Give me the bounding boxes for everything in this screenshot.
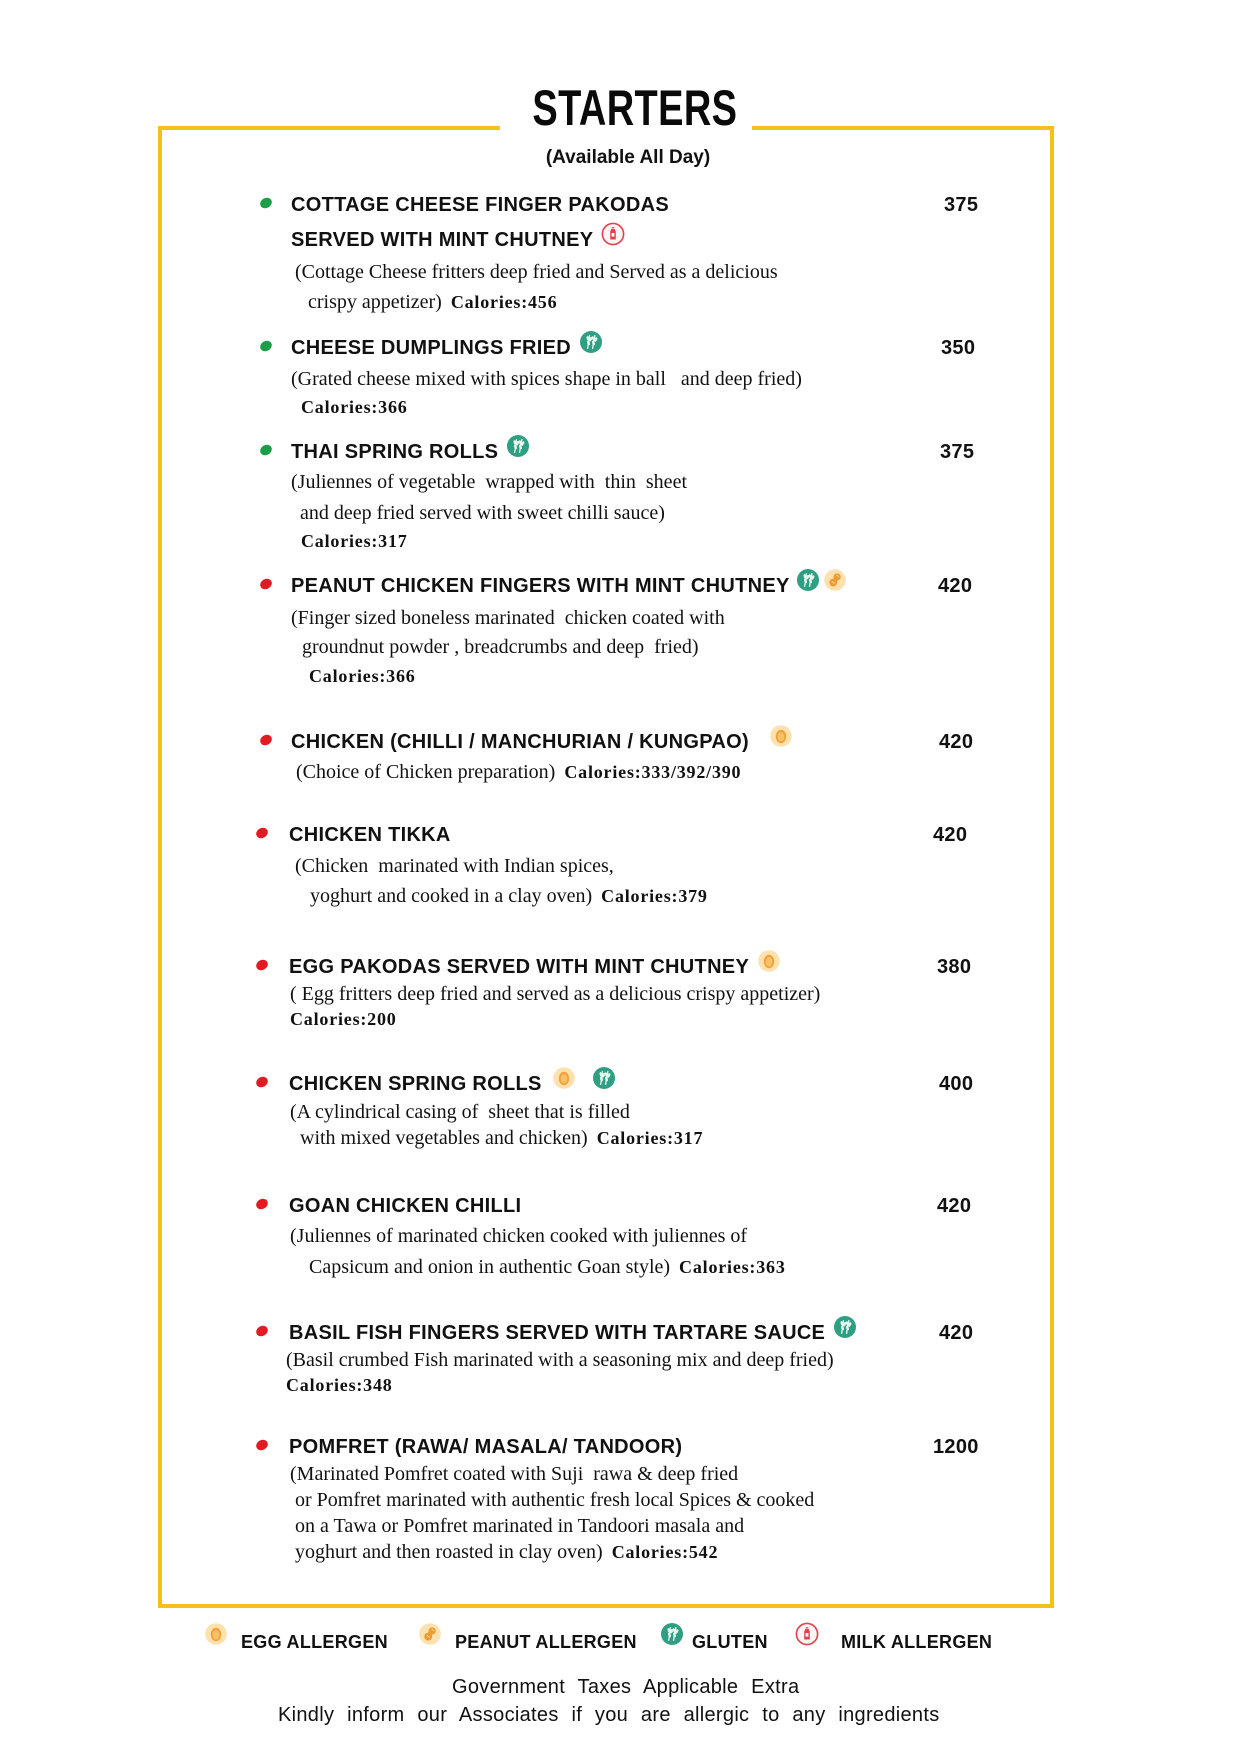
item-description-line xyxy=(290,1100,630,1124)
menu-item xyxy=(0,955,1240,1029)
item-description-line xyxy=(309,1255,786,1279)
description-text: (Cottage Cheese fritters deep fried and Served as a delicious xyxy=(295,261,778,283)
item-name-text: BASIL FISH FINGERS SERVED WITH TARTARE SAUCE xyxy=(289,1322,826,1344)
description-text: (Grated cheese mixed with spices shape in ball and deep fried) xyxy=(291,368,802,390)
item-price: 420 xyxy=(938,575,973,597)
item-price: 420 xyxy=(933,824,968,846)
item-name-text: CHICKEN (CHILLI / MANCHURIAN / KUNGPAO) xyxy=(291,731,749,753)
item-name xyxy=(291,574,847,598)
item-name-text: COTTAGE CHEESE FINGER PAKODAS xyxy=(291,194,669,216)
milk-allergen-icon xyxy=(795,1622,819,1646)
item-calories: Calories:363 xyxy=(679,1257,786,1277)
item-description-line xyxy=(309,664,416,688)
gluten-icon xyxy=(579,330,603,354)
item-name xyxy=(289,823,451,847)
description-text: (Marinated Pomfret coated with Suji rawa & deep fried xyxy=(290,1463,739,1485)
description-text: (A cylindrical casing of sheet that is filled xyxy=(290,1101,630,1123)
availability-subtitle: (Available All Day) xyxy=(545,147,711,168)
item-calories: Calories:348 xyxy=(286,1375,393,1395)
description-text: (Finger sized boneless marinated chicken coated with xyxy=(291,607,725,629)
item-description-line xyxy=(290,1007,397,1031)
item-description-line xyxy=(291,606,725,630)
item-price: 400 xyxy=(939,1073,974,1095)
item-name-line2 xyxy=(291,228,625,252)
item-name xyxy=(291,730,793,754)
item-name xyxy=(289,955,781,979)
menu-item xyxy=(0,193,1240,313)
menu-item xyxy=(0,1321,1240,1395)
description-text: (Juliennes of marinated chicken cooked with juliennes of xyxy=(290,1225,748,1247)
item-name-text: EGG PAKODAS SERVED WITH MINT CHUTNEY xyxy=(289,956,750,978)
item-description-line xyxy=(290,1462,738,1486)
menu-item xyxy=(0,1194,1240,1278)
legend-label: EGG ALLERGEN xyxy=(241,1632,388,1652)
item-description-line xyxy=(300,1126,703,1150)
item-calories: Calories:333/392/390 xyxy=(564,762,742,782)
item-name xyxy=(291,440,530,464)
item-description-line xyxy=(296,760,741,784)
item-price: 375 xyxy=(940,441,975,463)
gluten-icon xyxy=(833,1315,857,1339)
item-name xyxy=(289,1435,682,1459)
menu-item xyxy=(0,440,1240,551)
gluten-icon xyxy=(506,434,530,458)
description-text: (Chicken marinated with Indian spices, xyxy=(295,855,614,877)
item-description-line xyxy=(290,1224,747,1248)
item-calories: Calories:542 xyxy=(611,1542,719,1562)
page-title xyxy=(500,78,752,138)
item-description-line xyxy=(300,501,665,525)
menu-item xyxy=(0,823,1240,907)
description-text: yoghurt and then roasted in clay oven) xyxy=(295,1541,603,1563)
menu-item xyxy=(0,1435,1240,1563)
description-text: and deep fried served with sweet chilli sauce) xyxy=(300,502,665,524)
item-description-line xyxy=(301,529,408,553)
item-description-line xyxy=(295,1514,744,1538)
item-name xyxy=(289,1072,616,1096)
item-price: 380 xyxy=(937,956,972,978)
item-price: 375 xyxy=(944,194,979,216)
item-name-text: THAI SPRING ROLLS xyxy=(291,441,499,463)
item-calories: Calories:366 xyxy=(309,666,416,686)
item-description-line xyxy=(291,367,802,391)
item-description-line xyxy=(302,635,699,659)
item-description-line xyxy=(295,1540,718,1564)
item-name-text: GOAN CHICKEN CHILLI xyxy=(289,1195,522,1217)
item-price: 420 xyxy=(937,1195,972,1217)
description-text: ( Egg fritters deep fried and served as a delicious crispy appetizer) xyxy=(290,983,821,1005)
description-text: (Juliennes of vegetable wrapped with thin sheet xyxy=(291,471,687,493)
item-name xyxy=(291,336,603,360)
taxes-note: Government Taxes Applicable Extra xyxy=(452,1676,800,1698)
menu-item xyxy=(0,1072,1240,1149)
item-description-line xyxy=(286,1373,393,1397)
item-name-text: CHICKEN TIKKA xyxy=(289,824,451,846)
egg-allergen-icon xyxy=(552,1066,576,1090)
milk-allergen-icon xyxy=(601,222,625,246)
allergy-note: Kindly inform our Associates if you are allergic to any ingredients xyxy=(278,1704,940,1726)
item-description-line xyxy=(295,1488,814,1512)
item-description-line xyxy=(301,395,408,419)
description-text: (Basil crumbed Fish marinated with a seasoning mix and deep fried) xyxy=(286,1349,834,1371)
gluten-icon xyxy=(796,568,820,592)
peanut-allergen-icon xyxy=(823,568,847,592)
item-price: 420 xyxy=(939,1322,974,1344)
peanut-allergen-icon xyxy=(418,1622,442,1646)
item-description-line xyxy=(291,470,687,494)
item-calories: Calories:379 xyxy=(601,886,708,906)
item-calories: Calories:317 xyxy=(596,1128,704,1148)
item-calories: Calories:200 xyxy=(290,1009,397,1029)
egg-allergen-icon xyxy=(204,1622,228,1646)
description-text: crispy appetizer) xyxy=(308,291,442,313)
description-text: yoghurt and cooked in a clay oven) xyxy=(310,885,593,907)
description-text: or Pomfret marinated with authentic fresh local Spices & cooked xyxy=(295,1489,815,1511)
item-name-text: CHEESE DUMPLINGS FRIED xyxy=(291,337,571,359)
description-text: Capsicum and onion in authentic Goan style) xyxy=(309,1256,671,1278)
legend-label: GLUTEN xyxy=(692,1632,768,1652)
item-description-line xyxy=(310,884,708,908)
item-description-line xyxy=(295,854,614,878)
egg-allergen-icon xyxy=(769,724,793,748)
item-description-line xyxy=(290,982,820,1006)
item-name-text: CHICKEN SPRING ROLLS xyxy=(289,1073,542,1095)
item-price: 420 xyxy=(939,731,974,753)
gluten-icon xyxy=(660,1622,684,1646)
menu-item xyxy=(0,336,1240,417)
description-text: (Choice of Chicken preparation) xyxy=(296,761,556,783)
item-name-text: SERVED WITH MINT CHUTNEY xyxy=(291,229,594,251)
item-name xyxy=(291,193,669,217)
legend-label: PEANUT ALLERGEN xyxy=(455,1632,637,1652)
item-name xyxy=(289,1194,521,1218)
egg-allergen-icon xyxy=(757,949,781,973)
description-text: groundnut powder , breadcrumbs and deep fried) xyxy=(302,636,699,658)
item-price: 1200 xyxy=(933,1436,979,1458)
page-title-text: STARTERS xyxy=(532,80,738,136)
item-description-line xyxy=(308,290,557,314)
item-name xyxy=(289,1321,857,1345)
menu-item xyxy=(0,730,1240,783)
item-name-text: POMFRET (RAWA/ MASALA/ TANDOOR) xyxy=(289,1436,683,1458)
menu-item xyxy=(0,574,1240,686)
item-calories: Calories:456 xyxy=(450,292,558,312)
item-price: 350 xyxy=(941,337,976,359)
legend-label: MILK ALLERGEN xyxy=(841,1632,993,1652)
item-description-line xyxy=(295,260,778,284)
gluten-icon xyxy=(592,1066,616,1090)
item-calories: Calories:366 xyxy=(301,397,408,417)
item-description-line xyxy=(286,1348,834,1372)
description-text: with mixed vegetables and chicken) xyxy=(300,1127,588,1149)
item-calories: Calories:317 xyxy=(301,531,408,551)
description-text: on a Tawa or Pomfret marinated in Tandoori masala and xyxy=(295,1515,745,1537)
item-name-text: PEANUT CHICKEN FINGERS WITH MINT CHUTNEY xyxy=(291,575,790,597)
